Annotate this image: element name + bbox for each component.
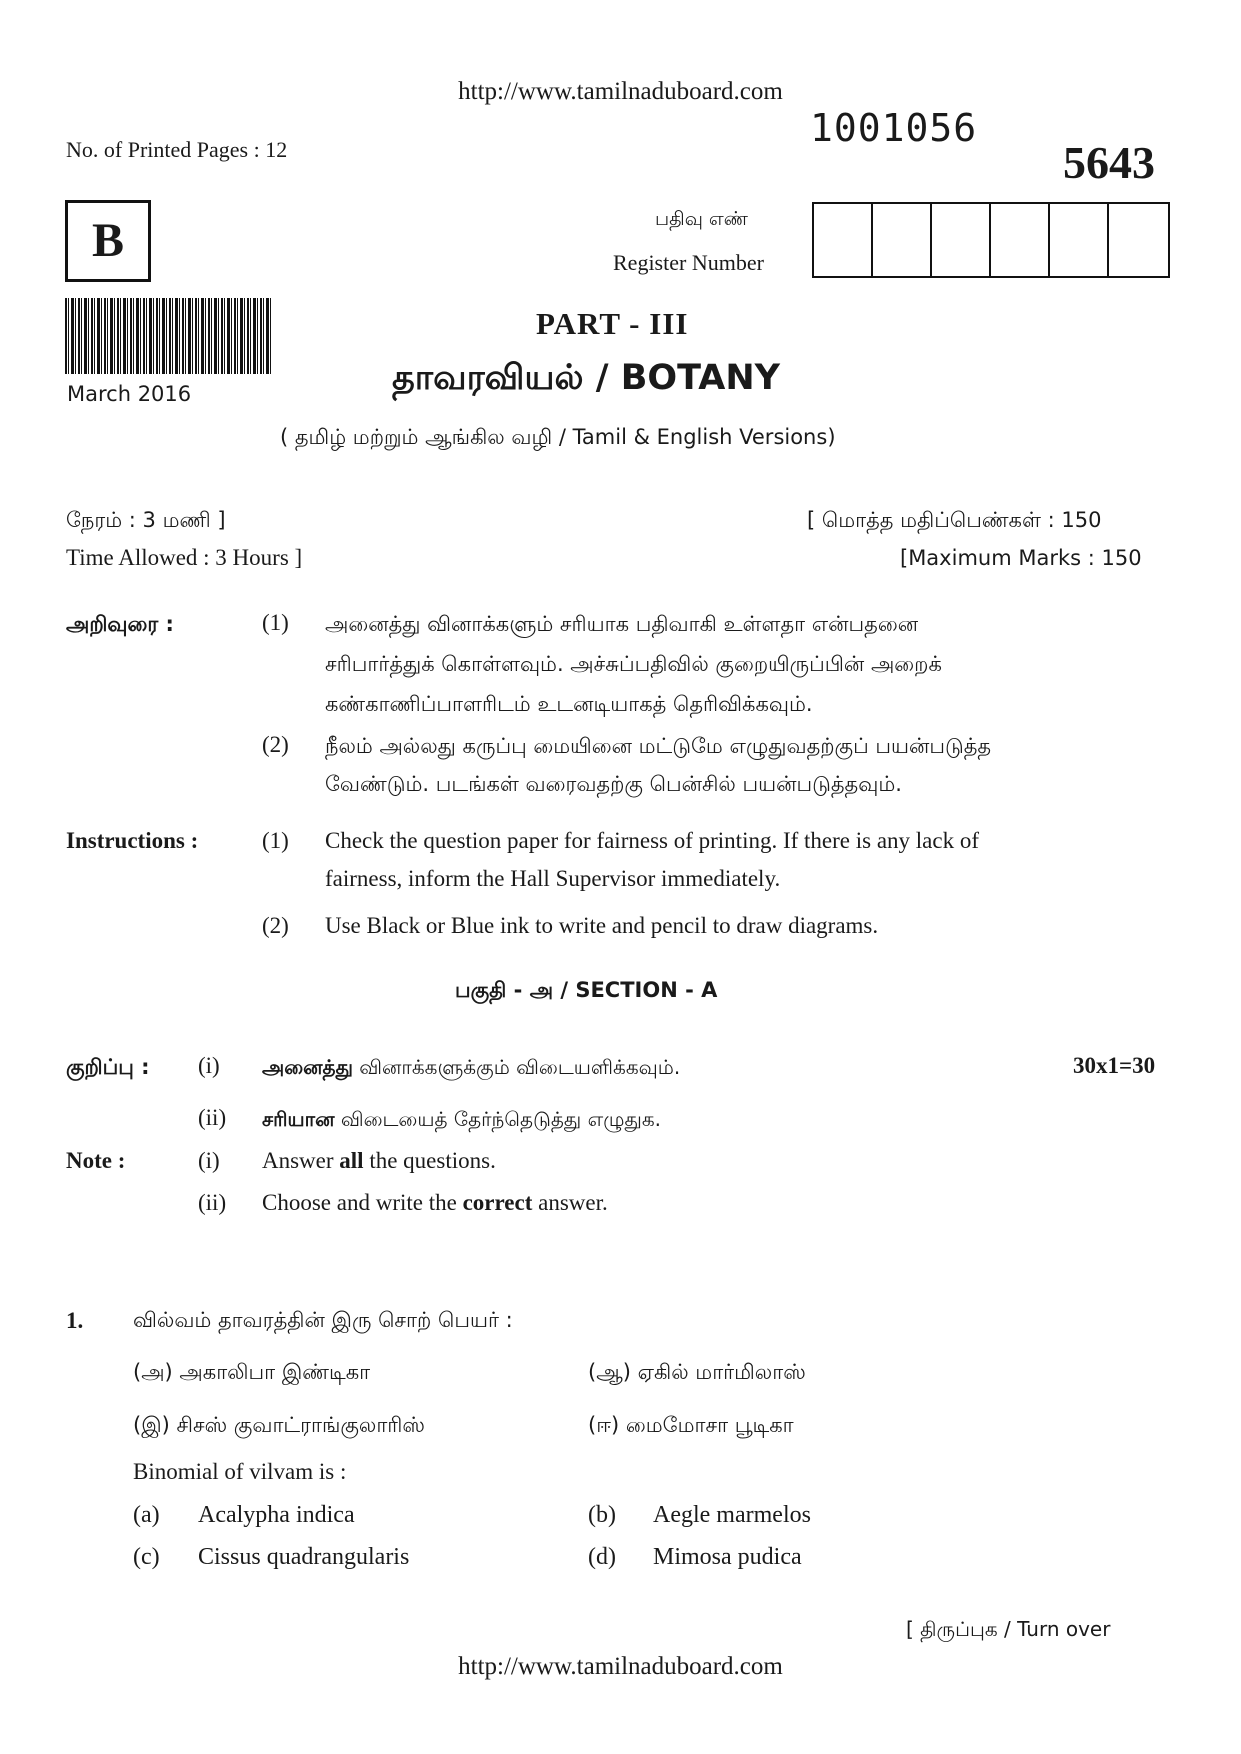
note-line-tamil (262, 1055, 680, 1082)
question-text-tamil: வில்வம் தாவரத்தின் இரு சொற் பெயர் : (133, 1308, 513, 1332)
time-english: Time Allowed : 3 Hours ] (66, 545, 303, 570)
note-rest: விடையைத் தேர்ந்தெடுத்து எழுதுக. (334, 1107, 662, 1131)
option-label-d: (d) (588, 1544, 616, 1570)
instruction-num: (2) (262, 913, 289, 938)
note-pre: Answer (262, 1148, 340, 1173)
instructions-label-tamil: அறிவுரை : (66, 612, 174, 636)
version-letter: B (91, 214, 124, 267)
option-label-c: (c) (133, 1544, 160, 1570)
instruction-num: (1) (262, 828, 289, 853)
marks-english: [Maximum Marks : 150 (900, 546, 1142, 570)
question-text-english: Binomial of vilvam is : (133, 1459, 347, 1484)
instruction-line: வேண்டும். படங்கள் வரைவதற்கு பென்சில் பயன்படுத்தவும். (325, 772, 902, 796)
register-digit-box[interactable] (1109, 204, 1168, 276)
section-marks: 30x1=30 (1073, 1053, 1156, 1078)
note-label-english: Note : (66, 1148, 126, 1173)
instruction-line: நீலம் அல்லது கருப்பு மையினை மட்டுமே எழுதுவதற்குப் பயன்படுத்த (325, 734, 992, 758)
note-bold: all (339, 1148, 364, 1173)
note-line-tamil (262, 1107, 661, 1134)
option-label: (அ) (133, 1360, 173, 1384)
turn-over: [ திருப்புக / Turn over (906, 1617, 1111, 1641)
instruction-num: (2) (262, 732, 289, 757)
option-text-b: Aegle marmelos (653, 1502, 811, 1528)
exam-date: March 2016 (67, 382, 192, 406)
option-text-d: Mimosa pudica (653, 1544, 802, 1570)
note-num: (i) (198, 1053, 220, 1078)
paper-code: 5643 (1063, 137, 1155, 188)
register-digit-box[interactable] (1050, 204, 1109, 276)
option-text-a: Acalypha indica (198, 1502, 355, 1528)
part-title: PART - III (536, 306, 689, 341)
question-number: 1. (66, 1308, 84, 1333)
instruction-line: Check the question paper for fairness of printing. If there is any lack of (325, 828, 980, 853)
note-num: (ii) (198, 1105, 227, 1130)
option-text-c: Cissus quadrangularis (198, 1544, 410, 1570)
barcode (65, 298, 272, 374)
note-label-tamil: குறிப்பு : (66, 1055, 150, 1079)
note-rest: answer. (532, 1190, 608, 1215)
note-num: (i) (198, 1148, 220, 1173)
note-pre: Choose and write the (262, 1190, 463, 1215)
option-tamil-a (133, 1360, 370, 1387)
printed-pages: No. of Printed Pages : 12 (66, 137, 288, 162)
instruction-line: fairness, inform the Hall Supervisor immediately. (325, 866, 781, 891)
subject-title: தாவரவியல் / BOTANY (392, 358, 781, 398)
note-bold: அனைத்து (262, 1055, 353, 1079)
option-text: சிசஸ் குவாட்ராங்குலாரிஸ் (176, 1413, 425, 1437)
note-line-english (262, 1190, 608, 1216)
option-label: (ஆ) (588, 1360, 631, 1384)
top-url: http://www.tamilnaduboard.com (458, 78, 783, 105)
option-label-b: (b) (588, 1502, 616, 1528)
medium-versions: ( தமிழ் மற்றும் ஆங்கில வழி / Tamil & English Versions) (280, 425, 836, 449)
register-label-tamil: பதிவு எண் (655, 208, 748, 230)
note-bold: correct (462, 1190, 533, 1215)
option-label: (இ) (133, 1413, 170, 1437)
instruction-line: சரிபார்த்துக் கொள்ளவும். அச்சுப்பதிவில் குறையிருப்பின் அறைக் (325, 652, 942, 676)
instruction-num: (1) (262, 610, 289, 635)
note-rest: வினாக்களுக்கும் விடையளிக்கவும். (352, 1055, 681, 1079)
option-label-a: (a) (133, 1502, 160, 1528)
note-bold: சரியான (262, 1107, 335, 1131)
bottom-url: http://www.tamilnaduboard.com (458, 1653, 783, 1680)
note-line-english (262, 1148, 496, 1174)
time-tamil: நேரம் : 3 மணி ] (66, 508, 226, 532)
note-num: (ii) (198, 1190, 227, 1215)
register-digit-box[interactable] (991, 204, 1050, 276)
instruction-line: Use Black or Blue ink to write and pencil to draw diagrams. (325, 913, 879, 938)
option-tamil-b (588, 1360, 806, 1387)
option-text: ஏகில் மார்மிலாஸ் (637, 1360, 806, 1384)
section-heading: பகுதி - அ / SECTION - A (455, 978, 718, 1002)
option-text: மைமோசா பூடிகா (625, 1413, 794, 1437)
note-rest: the questions. (363, 1148, 496, 1173)
option-label: (ஈ) (588, 1413, 620, 1437)
marks-tamil: [ மொத்த மதிப்பெண்கள் : 150 (807, 508, 1102, 532)
option-tamil-d (588, 1413, 794, 1440)
option-text: அகாலிபா இண்டிகா (179, 1360, 371, 1384)
version-box (65, 200, 151, 282)
instruction-line: அனைத்து வினாக்களும் சரியாக பதிவாகி உள்ளதா என்பதனை (325, 612, 919, 636)
register-digit-box[interactable] (932, 204, 991, 276)
register-digit-box[interactable] (873, 204, 932, 276)
instruction-line: கண்காணிப்பாளரிடம் உடனடியாகத் தெரிவிக்கவும். (325, 692, 813, 716)
option-tamil-c (133, 1413, 425, 1440)
serial-number: 1001056 (810, 106, 978, 150)
register-label-english: Register Number (613, 250, 764, 275)
instructions-label-english: Instructions : (66, 828, 199, 853)
register-digit-box[interactable] (814, 204, 873, 276)
register-number-boxes[interactable] (812, 202, 1170, 278)
